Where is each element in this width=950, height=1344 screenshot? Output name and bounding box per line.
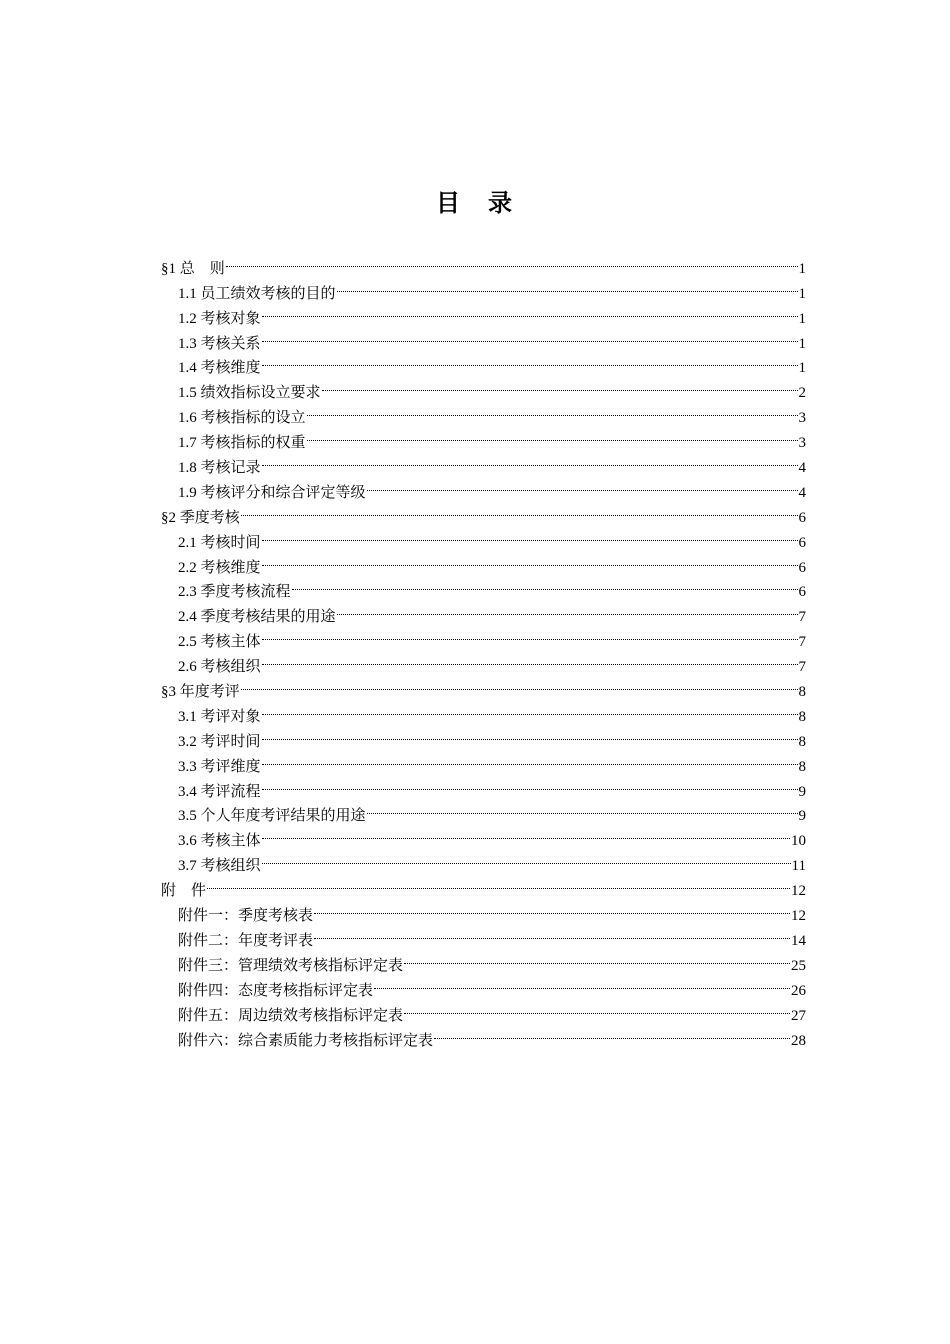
dot-leader <box>262 348 798 373</box>
toc-entry[interactable] <box>161 870 806 900</box>
toc-entry-label: 2.6 考核组织 <box>178 659 261 676</box>
toc-entry-page-number: 8 <box>798 708 806 725</box>
toc-entry-page-number: 8 <box>798 684 806 701</box>
dot-leader <box>262 771 798 796</box>
toc-entry[interactable] <box>161 895 806 925</box>
toc-entry-label: 附件五：周边绩效考核指标评定表 <box>178 1007 404 1024</box>
toc-entry[interactable] <box>161 248 806 277</box>
toc-entry-page-number: 9 <box>798 808 806 825</box>
toc-entry-label: 3.4 考评流程 <box>178 783 261 800</box>
toc-entry-page-number: 14 <box>791 932 806 949</box>
toc-entry-page-number: 1 <box>798 260 806 277</box>
toc-entry-page-number: 7 <box>798 659 806 676</box>
dot-leader <box>314 895 790 920</box>
toc-entry-label: §1 总 则 <box>161 260 225 277</box>
toc-entry-label: 3.5 个人年度考评结果的用途 <box>178 808 366 825</box>
toc-entry[interactable] <box>161 696 806 725</box>
dot-leader <box>262 696 798 721</box>
toc-entry-label: 3.3 考评维度 <box>178 758 261 775</box>
toc-entry-page-number: 6 <box>798 584 806 601</box>
toc-entry[interactable] <box>161 671 806 701</box>
toc-entry-page-number: 1 <box>798 335 806 352</box>
dot-leader <box>374 970 790 995</box>
dot-leader <box>262 447 798 472</box>
toc-entry-label: 1.3 考核关系 <box>178 335 261 352</box>
toc-entry-label: 1.5 绩效指标设立要求 <box>178 385 321 402</box>
dot-leader <box>226 248 798 273</box>
dot-leader <box>322 372 798 397</box>
toc-entry-label: 2.5 考核主体 <box>178 634 261 651</box>
toc-entry-label: 3.2 考评时间 <box>178 733 261 750</box>
toc-entry-page-number: 11 <box>791 858 806 875</box>
toc-entry-page-number: 1 <box>798 310 806 327</box>
toc-entry-page-number: 26 <box>791 982 806 999</box>
toc-entry-label: 附件三：管理绩效考核指标评定表 <box>178 957 404 974</box>
toc-entry-page-number: 6 <box>798 534 806 551</box>
toc-entry[interactable] <box>161 497 806 526</box>
toc-entry-label: 1.8 考核记录 <box>178 460 261 477</box>
dot-leader <box>404 945 790 970</box>
toc-entry-page-number: 7 <box>798 609 806 626</box>
toc-entry-page-number: 4 <box>798 484 806 501</box>
toc-entry-label: 1.4 考核维度 <box>178 360 261 377</box>
dot-leader <box>367 472 798 497</box>
toc-entry-page-number: 25 <box>791 957 806 974</box>
dot-leader <box>241 497 798 522</box>
toc-entry-label: 2.3 季度考核流程 <box>178 584 291 601</box>
dot-leader <box>262 721 798 746</box>
dot-leader <box>307 397 798 422</box>
dot-leader <box>262 820 790 845</box>
toc-entry-page-number: 9 <box>798 783 806 800</box>
dot-leader <box>367 796 798 821</box>
toc-entry-label: 3.1 考评对象 <box>178 708 261 725</box>
dot-leader <box>292 572 798 597</box>
dot-leader <box>337 273 798 298</box>
dot-leader <box>337 596 798 621</box>
table-of-contents <box>161 248 806 1049</box>
dot-leader <box>241 671 798 696</box>
dot-leader <box>262 298 798 323</box>
toc-entry-page-number: 6 <box>798 509 806 526</box>
toc-entry-page-number: 27 <box>791 1007 806 1024</box>
toc-entry-label: 2.4 季度考核结果的用途 <box>178 609 336 626</box>
toc-entry-page-number: 12 <box>791 908 806 925</box>
toc-entry-label: 2.2 考核维度 <box>178 559 261 576</box>
toc-entry-label: 附件二：年度考评表 <box>178 932 314 949</box>
toc-entry-page-number: 1 <box>798 360 806 377</box>
dot-leader <box>314 920 790 945</box>
toc-entry-label: 3.7 考核组织 <box>178 858 261 875</box>
dot-leader <box>262 845 791 870</box>
toc-entry[interactable] <box>161 273 806 302</box>
toc-entry-label: 1.2 考核对象 <box>178 310 261 327</box>
toc-entry-label: 3.6 考核主体 <box>178 833 261 850</box>
toc-entry-page-number: 8 <box>798 733 806 750</box>
dot-leader <box>262 522 798 547</box>
toc-entry-label: §3 年度考评 <box>161 684 240 701</box>
toc-entry-page-number: 4 <box>798 460 806 477</box>
toc-entry-label: 1.7 考核指标的权重 <box>178 435 306 452</box>
toc-entry-page-number: 6 <box>798 559 806 576</box>
dot-leader <box>262 646 798 671</box>
toc-entry-label: §2 季度考核 <box>161 509 240 526</box>
toc-entry-page-number: 3 <box>798 435 806 452</box>
toc-entry-label: 附件四：态度考核指标评定表 <box>178 982 374 999</box>
toc-entry-page-number: 10 <box>791 833 806 850</box>
toc-entry-label: 1.9 考核评分和综合评定等级 <box>178 484 366 501</box>
toc-entry-page-number: 1 <box>798 285 806 302</box>
toc-entry[interactable] <box>161 522 806 551</box>
toc-entry-label: 附件六：综合素质能力考核指标评定表 <box>178 1032 434 1049</box>
page-title: 目 录 <box>436 189 514 217</box>
toc-entry-page-number: 7 <box>798 634 806 651</box>
toc-entry-page-number: 8 <box>798 758 806 775</box>
dot-leader <box>207 870 790 895</box>
dot-leader <box>404 995 790 1020</box>
toc-entry-label: 1.6 考核指标的设立 <box>178 410 306 427</box>
dot-leader <box>262 746 798 771</box>
dot-leader <box>307 422 798 447</box>
dot-leader <box>262 547 798 572</box>
toc-entry-label: 附件一：季度考核表 <box>178 908 314 925</box>
toc-entry-label: 1.1 员工绩效考核的目的 <box>178 285 336 302</box>
toc-entry-page-number: 28 <box>791 1032 806 1049</box>
dot-leader <box>262 621 798 646</box>
dot-leader <box>262 323 798 348</box>
dot-leader <box>434 1020 790 1045</box>
toc-entry-page-number: 12 <box>791 883 806 900</box>
toc-entry-page-number: 3 <box>798 410 806 427</box>
toc-entry-label: 附 件 <box>161 883 207 900</box>
toc-entry-page-number: 2 <box>798 385 806 402</box>
toc-entry-label: 2.1 考核时间 <box>178 534 261 551</box>
